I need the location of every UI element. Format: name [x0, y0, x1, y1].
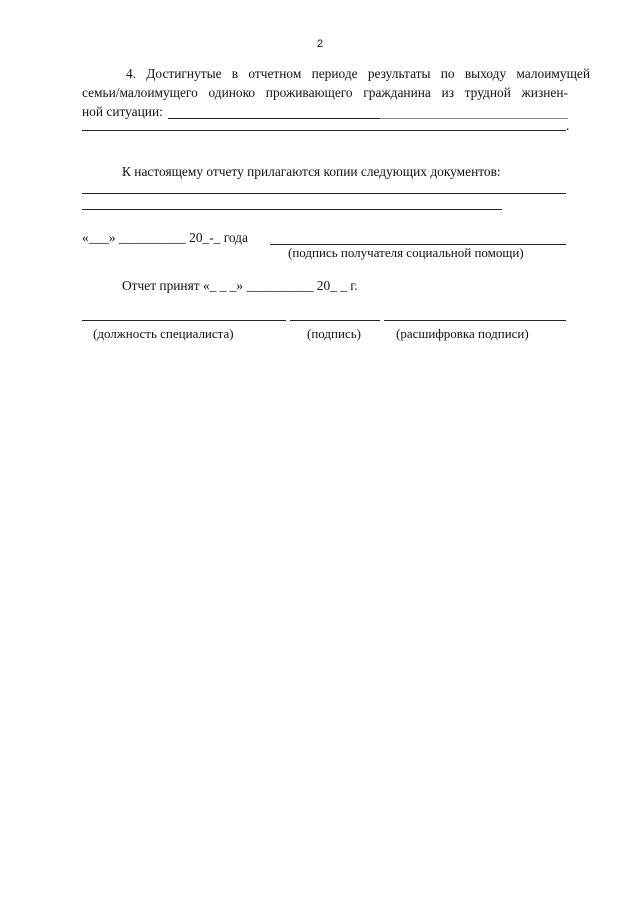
section-4-line-1: 4. Достигнутые в отчетном периоде результаты по выходу малоимущей: [126, 66, 590, 81]
result-blank-line-2: [82, 130, 566, 131]
specialist-decoding-caption: (расшифровка подписи): [396, 326, 529, 341]
section-4-line-3-label: ной ситуации:: [82, 104, 163, 119]
section-4-line-2: семьи/малоимущего одиноко проживающего гражданина из трудной жизнен-: [82, 85, 568, 100]
specialist-signature-caption: (подпись): [307, 326, 361, 341]
page-number: 2: [316, 38, 324, 50]
specialist-decoding-line: [384, 320, 566, 321]
recipient-signature-caption: (подпись получателя социальной помощи): [288, 245, 524, 260]
result-end-period: .: [566, 118, 570, 133]
result-blank-line-1b: [380, 118, 568, 119]
attachments-blank-line-1: [82, 193, 566, 194]
attachments-blank-line-2: [82, 209, 502, 210]
attachments-intro: К настоящему отчету прилагаются копии следующих документов:: [122, 164, 501, 179]
specialist-position-caption: (должность специалиста): [93, 326, 234, 341]
specialist-signature-line: [290, 320, 380, 321]
report-accepted: Отчет принят «_ _ _» __________ 20_ _ г.: [122, 278, 358, 293]
result-blank-line-1a: [168, 118, 380, 119]
recipient-date: «___» __________ 20_-_ года: [82, 230, 248, 245]
specialist-position-line: [82, 320, 286, 321]
